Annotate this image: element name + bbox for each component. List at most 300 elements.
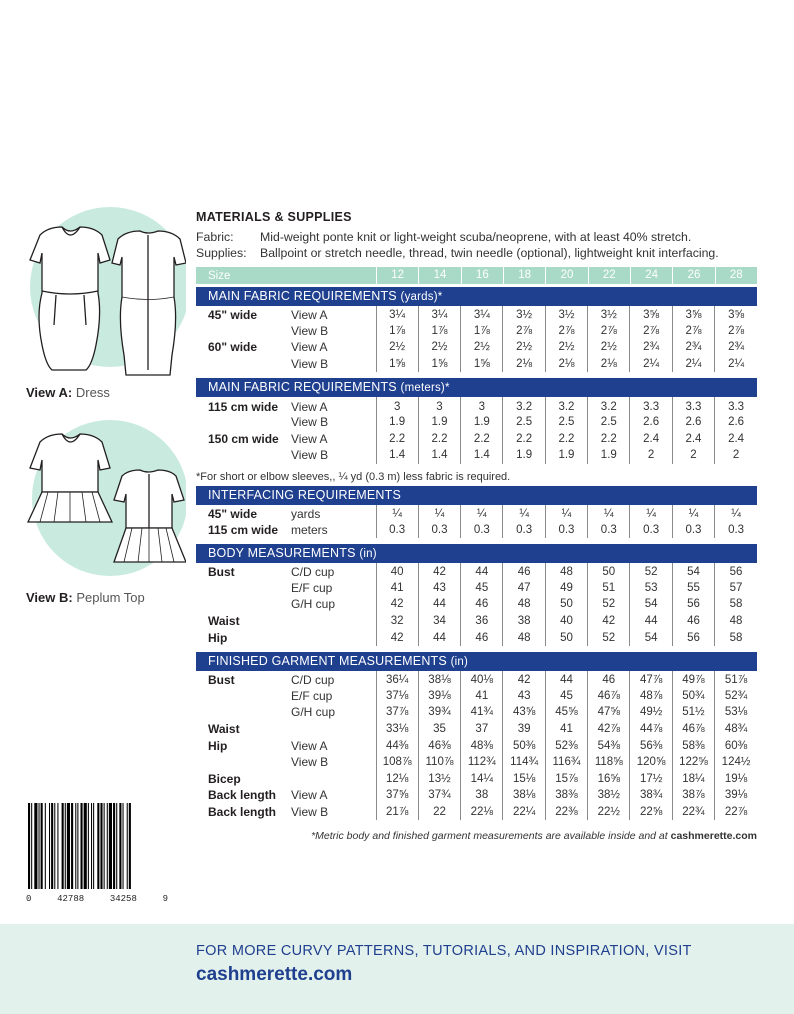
table-cell: 49: [545, 580, 587, 597]
table-cell: 3½: [503, 306, 545, 323]
size-header-cell: 26: [672, 267, 714, 284]
table-cell: 17½: [630, 770, 672, 787]
row-label: Hip: [208, 630, 228, 645]
section-title: BODY MEASUREMENTS: [208, 545, 356, 560]
section-header: [196, 378, 757, 397]
table-row: [196, 737, 757, 754]
table-cell: 3.3: [715, 397, 757, 414]
table-cell: 124½: [715, 754, 757, 771]
table-cell: 41: [376, 580, 418, 597]
table-cell: 1.4: [461, 447, 503, 464]
table-row: [196, 704, 757, 721]
table-cell: 0.3: [376, 521, 418, 538]
view-b-label: View B:: [26, 590, 73, 605]
row-sublabel: G/H cup: [291, 705, 336, 720]
barcode-bar: [67, 803, 70, 889]
table-cell: 54: [672, 563, 714, 580]
barcode-digit-group: 34258: [109, 894, 137, 904]
table-cell: ¼: [715, 505, 757, 522]
table-cell: 38⅛: [418, 671, 460, 688]
table-cell: 51: [588, 580, 630, 597]
row-sublabel: View B: [291, 755, 329, 770]
barcode-bar: [129, 803, 131, 889]
table-cell: 48: [503, 629, 545, 646]
table-cell: 36: [461, 613, 503, 630]
table-cell: 2¾: [630, 339, 672, 356]
row-sublabel: View A: [291, 738, 328, 753]
table-cell: 2⅛: [503, 356, 545, 373]
table-cell: 3: [376, 397, 418, 414]
table-cell: 48⅞: [630, 688, 672, 705]
table-cell: 41: [461, 688, 503, 705]
table-cell: 2½: [418, 339, 460, 356]
row-label: [196, 447, 291, 464]
table-row: [196, 521, 757, 538]
barcode-bar: [91, 803, 92, 889]
table-spacer: [196, 538, 757, 541]
table-cell: 0.3: [672, 521, 714, 538]
table-cell: 38: [503, 613, 545, 630]
barcode-bar: [123, 803, 124, 889]
view-b-caption: [26, 590, 145, 605]
table-cell: 46: [503, 563, 545, 580]
table-cell: 38⅞: [672, 787, 714, 804]
table-cell: 50¾: [672, 688, 714, 705]
table-cell: 22: [418, 804, 460, 821]
row-sublabel: E/F cup: [291, 688, 333, 703]
table-cell: 3.3: [672, 397, 714, 414]
table-cell: 2⅞: [630, 323, 672, 340]
barcode-bar: [51, 803, 53, 889]
barcode-bar: [100, 803, 102, 889]
table-cell: 57: [715, 580, 757, 597]
table-cell: 53: [630, 580, 672, 597]
table-cell: 1.4: [418, 447, 460, 464]
table-row: [196, 505, 757, 522]
barcode-bar: [75, 803, 76, 889]
row-label: 45" wide: [208, 308, 258, 323]
footer-website-link[interactable]: cashmerette.com: [196, 964, 353, 985]
row-label: 115 cm wide: [208, 522, 279, 537]
table-row: [196, 596, 757, 613]
table-cell: 44: [461, 563, 503, 580]
table-cell: 3¼: [376, 306, 418, 323]
table-spacer: [196, 820, 757, 823]
table-cell: 2½: [588, 339, 630, 356]
section-header: [196, 287, 757, 306]
requirements-table: [196, 306, 757, 375]
table-row: [196, 447, 757, 464]
table-cell: 2⅞: [672, 323, 714, 340]
table-cell: 108⅞: [376, 754, 418, 771]
table-cell: 38¾: [630, 787, 672, 804]
row-label: [196, 596, 291, 613]
row-sublabel: View A: [291, 399, 328, 414]
row-sublabel: C/D cup: [291, 565, 335, 580]
barcode-bar: [88, 803, 89, 889]
requirements-table: [196, 397, 757, 466]
table-cell: 44: [418, 629, 460, 646]
table-cell: 22⅜: [545, 804, 587, 821]
barcode-bar: [41, 803, 43, 889]
table-cell: 48: [503, 596, 545, 613]
row-sublabel: meters: [291, 522, 328, 537]
row-sublabel: View A: [291, 308, 328, 323]
barcode-bar: [57, 803, 58, 889]
row-label: 45" wide: [208, 507, 258, 522]
table-cell: 1.9: [503, 447, 545, 464]
section-unit: (meters)*: [400, 382, 450, 395]
table-cell: 22⅞: [715, 804, 757, 821]
barcode-bar: [107, 803, 108, 889]
barcode-bar: [77, 803, 78, 889]
section-header: [196, 486, 757, 505]
row-sublabel: [291, 721, 376, 738]
row-label: [196, 414, 291, 431]
size-header-cell: 24: [630, 267, 672, 284]
barcode-bar: [31, 803, 32, 889]
row-sublabel: [291, 613, 376, 630]
barcode-bar: [127, 803, 128, 889]
table-cell: 37⅝: [376, 787, 418, 804]
table-cell: 3½: [588, 306, 630, 323]
barcode-bar: [45, 803, 46, 889]
row-label: Bicep: [208, 771, 241, 786]
size-header-cell: 20: [545, 267, 587, 284]
table-row: [196, 563, 757, 580]
table-cell: 2⅞: [715, 323, 757, 340]
table-cell: 1.9: [545, 447, 587, 464]
row-label: 150 cm wide: [208, 431, 279, 446]
table-cell: 2.2: [461, 431, 503, 448]
table-cell: 50⅜: [503, 737, 545, 754]
table-cell: 42: [418, 563, 460, 580]
table-cell: 120⅝: [630, 754, 672, 771]
view-b-illustration: [18, 420, 186, 580]
requirements-table: [196, 563, 757, 649]
materials-title: MATERIALS & SUPPLIES: [196, 210, 352, 224]
table-cell: 3.3: [630, 397, 672, 414]
barcode-bar: [54, 803, 55, 889]
table-cell: 22¼: [503, 804, 545, 821]
table-cell: 42⅞: [588, 721, 630, 738]
table-cell: 19⅛: [715, 770, 757, 787]
table-cell: 2½: [376, 339, 418, 356]
table-cell: 35: [418, 721, 460, 738]
table-cell: 1.9: [376, 414, 418, 431]
table-cell: 2: [630, 447, 672, 464]
table-cell: 51⅞: [715, 671, 757, 688]
row-sublabel: View A: [291, 788, 328, 803]
table-cell: 3⅝: [715, 306, 757, 323]
table-cell: 2: [715, 447, 757, 464]
table-cell: 1⅞: [461, 323, 503, 340]
barcode-bar: [65, 803, 66, 889]
table-cell: 2¼: [715, 356, 757, 373]
fabric-label: Fabric:: [196, 230, 234, 244]
row-label: Back length: [208, 788, 277, 803]
table-cell: 50: [545, 629, 587, 646]
table-cell: ¼: [545, 505, 587, 522]
barcode-digit-group: 42788: [57, 894, 85, 904]
table-cell: 18¼: [672, 770, 714, 787]
table-cell: 116¾: [545, 754, 587, 771]
table-row: [196, 721, 757, 738]
table-cell: 33⅛: [376, 721, 418, 738]
row-sublabel: G/H cup: [291, 597, 336, 612]
row-sublabel: View B: [291, 323, 329, 338]
section-header: [196, 544, 757, 563]
table-cell: 45: [461, 580, 503, 597]
table-row: [196, 787, 757, 804]
table-cell: 40: [376, 563, 418, 580]
metric-note-link[interactable]: cashmerette.com: [670, 830, 757, 843]
row-label: [196, 580, 291, 597]
table-cell: 2¾: [672, 339, 714, 356]
table-cell: 37⅞: [376, 704, 418, 721]
table-cell: 38: [461, 787, 503, 804]
table-cell: 22⅝: [630, 804, 672, 821]
row-sublabel: View B: [291, 357, 329, 372]
section-unit: (in): [450, 655, 469, 668]
table-cell: 43⅝: [503, 704, 545, 721]
table-cell: 122⅝: [672, 754, 714, 771]
table-row: [196, 323, 757, 340]
supplies-label: Supplies:: [196, 246, 247, 260]
table-cell: 3: [461, 397, 503, 414]
table-cell: 37⅛: [376, 688, 418, 705]
table-cell: 58: [715, 596, 757, 613]
table-cell: 60⅜: [715, 737, 757, 754]
table-cell: 2⅛: [545, 356, 587, 373]
row-sublabel: [291, 629, 376, 646]
table-cell: 39: [503, 721, 545, 738]
table-cell: ¼: [461, 505, 503, 522]
table-cell: 2.2: [376, 431, 418, 448]
table-row: [196, 397, 757, 414]
table-cell: 48: [715, 613, 757, 630]
table-cell: 47: [503, 580, 545, 597]
table-spacer: [196, 464, 757, 467]
table-cell: 2.2: [418, 431, 460, 448]
table-cell: 2.5: [503, 414, 545, 431]
size-header-cell: 16: [461, 267, 503, 284]
table-cell: 1.4: [376, 447, 418, 464]
table-cell: 2.6: [715, 414, 757, 431]
section-title: INTERFACING REQUIREMENTS: [208, 487, 402, 502]
table-cell: 56: [715, 563, 757, 580]
supplies-row: [196, 245, 757, 261]
table-row: [196, 356, 757, 373]
table-cell: 39¾: [418, 704, 460, 721]
barcode-bar: [116, 803, 117, 889]
table-cell: 2.2: [545, 431, 587, 448]
table-cell: 56: [672, 629, 714, 646]
row-sublabel: View B: [291, 448, 329, 463]
table-row: [196, 804, 757, 821]
table-cell: 48⅜: [461, 737, 503, 754]
row-label: 60" wide: [208, 340, 258, 355]
row-sublabel: C/D cup: [291, 673, 335, 688]
table-cell: 45⅝: [545, 704, 587, 721]
table-cell: 2¼: [630, 356, 672, 373]
supplies-text: Ballpoint or stretch needle, thread, twin needle (optional), lightweight knit interfacing.: [260, 246, 719, 260]
row-label: [196, 754, 291, 771]
table-cell: ¼: [418, 505, 460, 522]
barcode-bar: [97, 803, 99, 889]
barcode: [26, 803, 168, 907]
table-cell: 51½: [672, 704, 714, 721]
table-row: [196, 754, 757, 771]
table-cell: 0.3: [715, 521, 757, 538]
barcode-digit-group: 9: [162, 894, 168, 904]
table-cell: 118⅝: [588, 754, 630, 771]
table-cell: 47⅞: [630, 671, 672, 688]
table-cell: 38½: [588, 787, 630, 804]
table-row: [196, 770, 757, 787]
section-title: FINISHED GARMENT MEASUREMENTS: [208, 653, 447, 668]
metric-note-text: *Metric body and finished garment measurements are available inside and at: [311, 830, 668, 843]
table-cell: 42: [376, 629, 418, 646]
table-cell: 1⅝: [376, 356, 418, 373]
metric-note: [196, 830, 757, 842]
table-cell: 2.5: [588, 414, 630, 431]
materials-panel: [196, 210, 757, 842]
barcode-digit-group: 0: [26, 894, 32, 904]
table-cell: 2.4: [630, 431, 672, 448]
table-cell: 0.3: [418, 521, 460, 538]
row-label: 115 cm wide: [208, 399, 279, 414]
table-cell: 44⅜: [376, 737, 418, 754]
table-cell: 110⅞: [418, 754, 460, 771]
row-label: Bust: [208, 565, 235, 580]
table-cell: 22⅛: [461, 804, 503, 821]
table-cell: 1⅝: [461, 356, 503, 373]
table-cell: 37: [461, 721, 503, 738]
table-cell: 52: [588, 596, 630, 613]
table-cell: 37¾: [418, 787, 460, 804]
table-cell: 1⅝: [418, 356, 460, 373]
table-cell: 2.6: [672, 414, 714, 431]
row-label: [196, 688, 291, 705]
table-cell: 3⅝: [672, 306, 714, 323]
barcode-bar: [81, 803, 83, 889]
footer-tagline: FOR MORE CURVY PATTERNS, TUTORIALS, AND INSPIRATION, VISIT: [196, 943, 692, 959]
table-cell: 2½: [545, 339, 587, 356]
table-cell: 2⅞: [545, 323, 587, 340]
table-cell: 14¼: [461, 770, 503, 787]
section-unit: (yards)*: [400, 291, 443, 303]
table-cell: 46⅜: [418, 737, 460, 754]
table-cell: 1.9: [588, 447, 630, 464]
table-cell: 56⅜: [630, 737, 672, 754]
section-header: [196, 652, 757, 671]
table-cell: 47⅝: [588, 704, 630, 721]
row-label: [196, 356, 291, 373]
table-cell: 46: [461, 629, 503, 646]
size-header-label: Size: [208, 269, 231, 282]
table-cell: 52¾: [715, 688, 757, 705]
table-cell: 39⅛: [418, 688, 460, 705]
table-row: [196, 688, 757, 705]
barcode-bar: [39, 803, 40, 889]
row-label: [196, 323, 291, 340]
table-cell: 3.2: [503, 397, 545, 414]
view-a-illustration: [18, 205, 186, 380]
table-cell: 56: [672, 596, 714, 613]
table-cell: 3½: [545, 306, 587, 323]
barcode-bar: [34, 803, 37, 889]
size-header-cell: 12: [376, 267, 418, 284]
row-label: Back length: [208, 804, 277, 819]
table-cell: 22½: [588, 804, 630, 821]
table-cell: 16⅝: [588, 770, 630, 787]
table-cell: 2.2: [588, 431, 630, 448]
table-cell: 50: [588, 563, 630, 580]
table-cell: 36¼: [376, 671, 418, 688]
size-header-cell: 22: [588, 267, 630, 284]
table-cell: ¼: [588, 505, 630, 522]
table-cell: 42: [503, 671, 545, 688]
barcode-bar: [109, 803, 112, 889]
table-cell: 41¾: [461, 704, 503, 721]
table-cell: 38⅜: [545, 787, 587, 804]
table-cell: 54: [630, 596, 672, 613]
table-cell: 2⅞: [588, 323, 630, 340]
table-cell: ¼: [503, 505, 545, 522]
table-row: [196, 580, 757, 597]
row-sublabel: View B: [291, 804, 329, 819]
table-cell: 2⅛: [588, 356, 630, 373]
table-cell: 42: [588, 613, 630, 630]
table-cell: 2.5: [545, 414, 587, 431]
table-cell: 41: [545, 721, 587, 738]
barcode-digits: [26, 894, 168, 904]
table-cell: 0.3: [588, 521, 630, 538]
table-cell: ¼: [630, 505, 672, 522]
table-row: [196, 306, 757, 323]
table-cell: 3: [418, 397, 460, 414]
table-cell: ¼: [672, 505, 714, 522]
row-sublabel: [291, 770, 376, 787]
footer-banner: [0, 924, 794, 1014]
requirements-sections: [196, 287, 757, 823]
row-sublabel: View B: [291, 415, 329, 430]
table-cell: 44⅞: [630, 721, 672, 738]
row-label: Waist: [208, 614, 240, 629]
view-a-label: View A:: [26, 385, 73, 400]
table-cell: 45: [545, 688, 587, 705]
view-a-caption: [26, 385, 110, 400]
table-cell: 55: [672, 580, 714, 597]
table-cell: 3.2: [545, 397, 587, 414]
view-a-desc: Dress: [75, 385, 110, 400]
section-unit: (in): [359, 547, 377, 560]
table-cell: 39⅛: [715, 787, 757, 804]
table-row: [196, 629, 757, 646]
section-title: MAIN FABRIC REQUIREMENTS: [208, 289, 397, 303]
table-cell: 40: [545, 613, 587, 630]
table-cell: 48¾: [715, 721, 757, 738]
barcode-bar: [119, 803, 121, 889]
table-cell: 48: [545, 563, 587, 580]
barcode-bar: [62, 803, 64, 889]
table-cell: 112¾: [461, 754, 503, 771]
table-cell: 58⅜: [672, 737, 714, 754]
table-cell: 46: [461, 596, 503, 613]
table-cell: 3.2: [588, 397, 630, 414]
table-cell: 58: [715, 629, 757, 646]
